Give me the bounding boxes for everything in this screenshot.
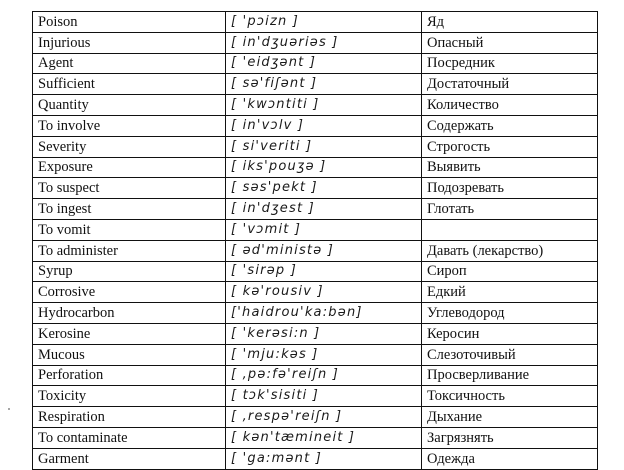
table-row: [33, 157, 598, 178]
english-word: Mucous: [33, 344, 226, 365]
english-word: To involve: [33, 115, 226, 136]
table-row: [33, 12, 598, 33]
scan-speck: [8, 408, 10, 410]
handwritten-transcription: [ tɔk'sisiti ]: [226, 386, 422, 407]
russian-translation: Содержать: [422, 115, 598, 136]
handwritten-transcription: [ 'eidʒənt ]: [226, 53, 422, 74]
russian-translation: Слезоточивый: [422, 344, 598, 365]
russian-translation: Токсичность: [422, 386, 598, 407]
handwritten-transcription: [ 'kwɔntiti ]: [226, 95, 422, 116]
russian-translation: Едкий: [422, 282, 598, 303]
russian-translation: Достаточный: [422, 74, 598, 95]
russian-translation: Давать (лекарство): [422, 240, 598, 261]
table-row: [33, 282, 598, 303]
russian-translation: [422, 219, 598, 240]
table-row: [33, 386, 598, 407]
english-word: Syrup: [33, 261, 226, 282]
handwritten-transcription: [ 'pɔizn ]: [226, 12, 422, 33]
table-row: [33, 178, 598, 199]
english-word: Kerosine: [33, 323, 226, 344]
handwritten-transcription: [ in'vɔlv ]: [226, 115, 422, 136]
russian-translation: Сироп: [422, 261, 598, 282]
english-word: Agent: [33, 53, 226, 74]
handwritten-transcription: [ kən'tæmineit ]: [226, 427, 422, 448]
table-row: [33, 199, 598, 220]
handwritten-transcription: [ in'dʒest ]: [226, 199, 422, 220]
english-word: Poison: [33, 12, 226, 33]
english-word: To administer: [33, 240, 226, 261]
handwritten-transcription: [ əd'ministə ]: [226, 240, 422, 261]
english-word: Severity: [33, 136, 226, 157]
english-word: To contaminate: [33, 427, 226, 448]
handwritten-transcription: [ sə'fiʃənt ]: [226, 74, 422, 95]
russian-translation: Керосин: [422, 323, 598, 344]
russian-translation: Яд: [422, 12, 598, 33]
table-row: [33, 303, 598, 324]
handwritten-transcription: [ ,respə'reiʃn ]: [226, 407, 422, 428]
table-row: [33, 323, 598, 344]
russian-translation: Посредник: [422, 53, 598, 74]
vocabulary-table: [32, 11, 598, 470]
russian-translation: Подозревать: [422, 178, 598, 199]
english-word: Sufficient: [33, 74, 226, 95]
english-word: Corrosive: [33, 282, 226, 303]
table-row: [33, 95, 598, 116]
russian-translation: Выявить: [422, 157, 598, 178]
table-row: [33, 53, 598, 74]
handwritten-transcription: [ 'ga:mənt ]: [226, 448, 422, 469]
russian-translation: Глотать: [422, 199, 598, 220]
handwritten-transcription: [ 'kerəsi:n ]: [226, 323, 422, 344]
english-word: To suspect: [33, 178, 226, 199]
english-word: Injurious: [33, 32, 226, 53]
table-row: [33, 115, 598, 136]
russian-translation: Загрязнять: [422, 427, 598, 448]
russian-translation: Просверливание: [422, 365, 598, 386]
table-row: [33, 427, 598, 448]
english-word: Perforation: [33, 365, 226, 386]
handwritten-transcription: [ si'veriti ]: [226, 136, 422, 157]
english-word: Garment: [33, 448, 226, 469]
handwritten-transcription: [ in'dʒuəriəs ]: [226, 32, 422, 53]
handwritten-transcription: [ 'vɔmit ]: [226, 219, 422, 240]
table-row: [33, 407, 598, 428]
russian-translation: Опасный: [422, 32, 598, 53]
handwritten-transcription: [ kə'rousiv ]: [226, 282, 422, 303]
russian-translation: Одежда: [422, 448, 598, 469]
english-word: To vomit: [33, 219, 226, 240]
english-word: Hydrocarbon: [33, 303, 226, 324]
russian-translation: Углеводород: [422, 303, 598, 324]
english-word: Respiration: [33, 407, 226, 428]
table-row: [33, 136, 598, 157]
russian-translation: Дыхание: [422, 407, 598, 428]
table-row: [33, 32, 598, 53]
table-row: [33, 365, 598, 386]
english-word: Exposure: [33, 157, 226, 178]
table-row: [33, 74, 598, 95]
english-word: Quantity: [33, 95, 226, 116]
table-row: [33, 448, 598, 469]
handwritten-transcription: [ səs'pekt ]: [226, 178, 422, 199]
handwritten-transcription: ['haidrou'ka:bən]: [226, 303, 422, 324]
russian-translation: Строгость: [422, 136, 598, 157]
handwritten-transcription: [ 'sirəp ]: [226, 261, 422, 282]
russian-translation: Количество: [422, 95, 598, 116]
table-row: [33, 344, 598, 365]
handwritten-transcription: [ iks'pouʒə ]: [226, 157, 422, 178]
table-row: [33, 219, 598, 240]
handwritten-transcription: [ ,pə:fə'reiʃn ]: [226, 365, 422, 386]
handwritten-transcription: [ 'mju:kəs ]: [226, 344, 422, 365]
english-word: Toxicity: [33, 386, 226, 407]
english-word: To ingest: [33, 199, 226, 220]
vocabulary-table-body: [33, 12, 598, 470]
table-row: [33, 261, 598, 282]
table-row: [33, 240, 598, 261]
